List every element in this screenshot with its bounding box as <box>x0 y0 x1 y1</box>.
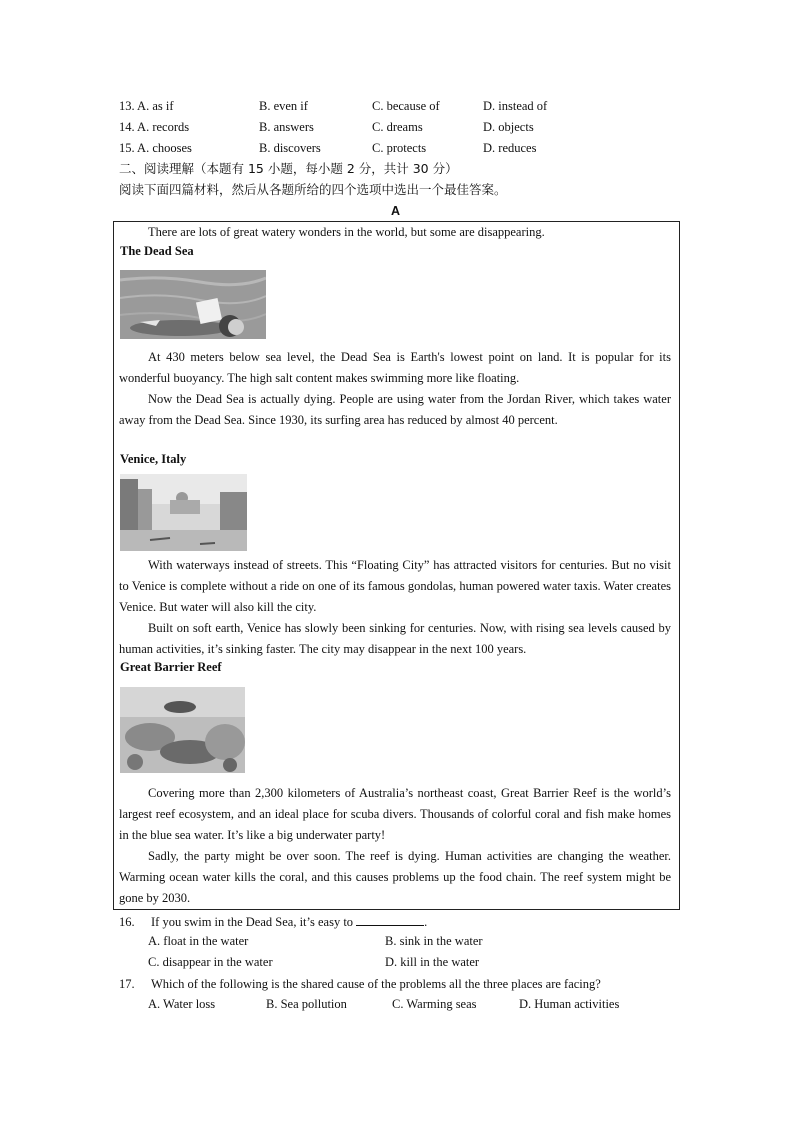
q16-option-c: C. disappear in the water <box>148 955 273 969</box>
cloze-14-d: D. objects <box>483 120 534 134</box>
q17-stem: Which of the following is the shared cause of the problems all the three places are facing? <box>151 977 601 991</box>
q16-blank <box>356 914 424 926</box>
cloze-15-a: 15. A. chooses <box>119 141 192 155</box>
passage-label: A <box>391 204 401 218</box>
q16-number: 16. <box>119 915 135 929</box>
reef-photo <box>120 687 245 773</box>
passage-intro: There are lots of great watery wonders in the world, but some are disappearing. <box>148 225 545 239</box>
instruction: 阅读下面四篇材料，然后从各题所给的四个选项中选出一个最佳答案。 <box>119 182 507 197</box>
dead-sea-p1: At 430 meters below sea level, the Dead Sea is Earth's lowest point on land. It is popular for its wonderful buoyancy. The high salt content makes swimming more like floating. <box>119 350 671 385</box>
cloze-13-d: D. instead of <box>483 99 548 113</box>
venice-photo <box>120 474 247 551</box>
cloze-14-a: 14. A. records <box>119 120 190 134</box>
q17-option-a: A. Water loss <box>148 997 216 1011</box>
heading-venice: Venice, Italy <box>120 452 187 466</box>
section-title: 二、阅读理解（本题有 15 小题，每小题 2 分，共计 30 分） <box>119 161 458 176</box>
q16-stem: If you swim in the Dead Sea, it’s easy to <box>151 915 354 929</box>
q17-option-d: D. Human activities <box>519 997 620 1011</box>
dead-sea-p2: Now the Dead Sea is actually dying. People are using water from the Jordan River, which takes water away from the Dead Sea. Since 1930, its surfing area has reduced by almost 40 percent. <box>119 392 671 427</box>
q16-option-a: A. float in the water <box>148 934 249 948</box>
cloze-13-b: B. even if <box>259 99 308 113</box>
cloze-15-c: C. protects <box>372 141 427 155</box>
venice-p1: With waterways instead of streets. This “Floating City” has attracted visitors for centuries. But no visit to Venice is complete without a ride on one of its famous gondolas, human powered water taxis. Water creates Venice. But water will also kill the city. <box>119 558 671 614</box>
q16-option-d: D. kill in the water <box>385 955 480 969</box>
cloze-14-c: C. dreams <box>372 120 423 134</box>
q17-number: 17. <box>119 977 135 991</box>
venice-p2: Built on soft earth, Venice has slowly been sinking for centuries. Now, with rising sea levels caused by human activities, it’s sinking faster. The city may disappear in the next 100 years. <box>119 621 671 656</box>
heading-dead-sea: The Dead Sea <box>120 244 194 258</box>
reef-p2: Sadly, the party might be over soon. The reef is dying. Human activities are changing the weather. Warming ocean water kills the coral, and this causes problems up the food chain. The reef system might be gone by 2030. <box>119 849 671 905</box>
cloze-13-a: 13. A. as if <box>119 99 174 113</box>
heading-reef: Great Barrier Reef <box>120 660 222 674</box>
q17-option-b: B. Sea pollution <box>266 997 347 1011</box>
cloze-14-b: B. answers <box>259 120 314 134</box>
q16-option-b: B. sink in the water <box>385 934 483 948</box>
reef-p1: Covering more than 2,300 kilometers of Australia’s northeast coast, Great Barrier Reef is the world’s largest reef ecosystem, and an ideal place for scuba divers. Thousands of colorful coral and fish make homes in the blue sea water. It’s like a big underwater party! <box>119 786 671 842</box>
q16-end: . <box>424 915 428 929</box>
dead-sea-photo <box>120 270 266 339</box>
cloze-13-c: C. because of <box>372 99 440 113</box>
q16-stem-row <box>151 914 427 930</box>
cloze-15-b: B. discovers <box>259 141 321 155</box>
cloze-15-d: D. reduces <box>483 141 537 155</box>
q17-option-c: C. Warming seas <box>392 997 477 1011</box>
